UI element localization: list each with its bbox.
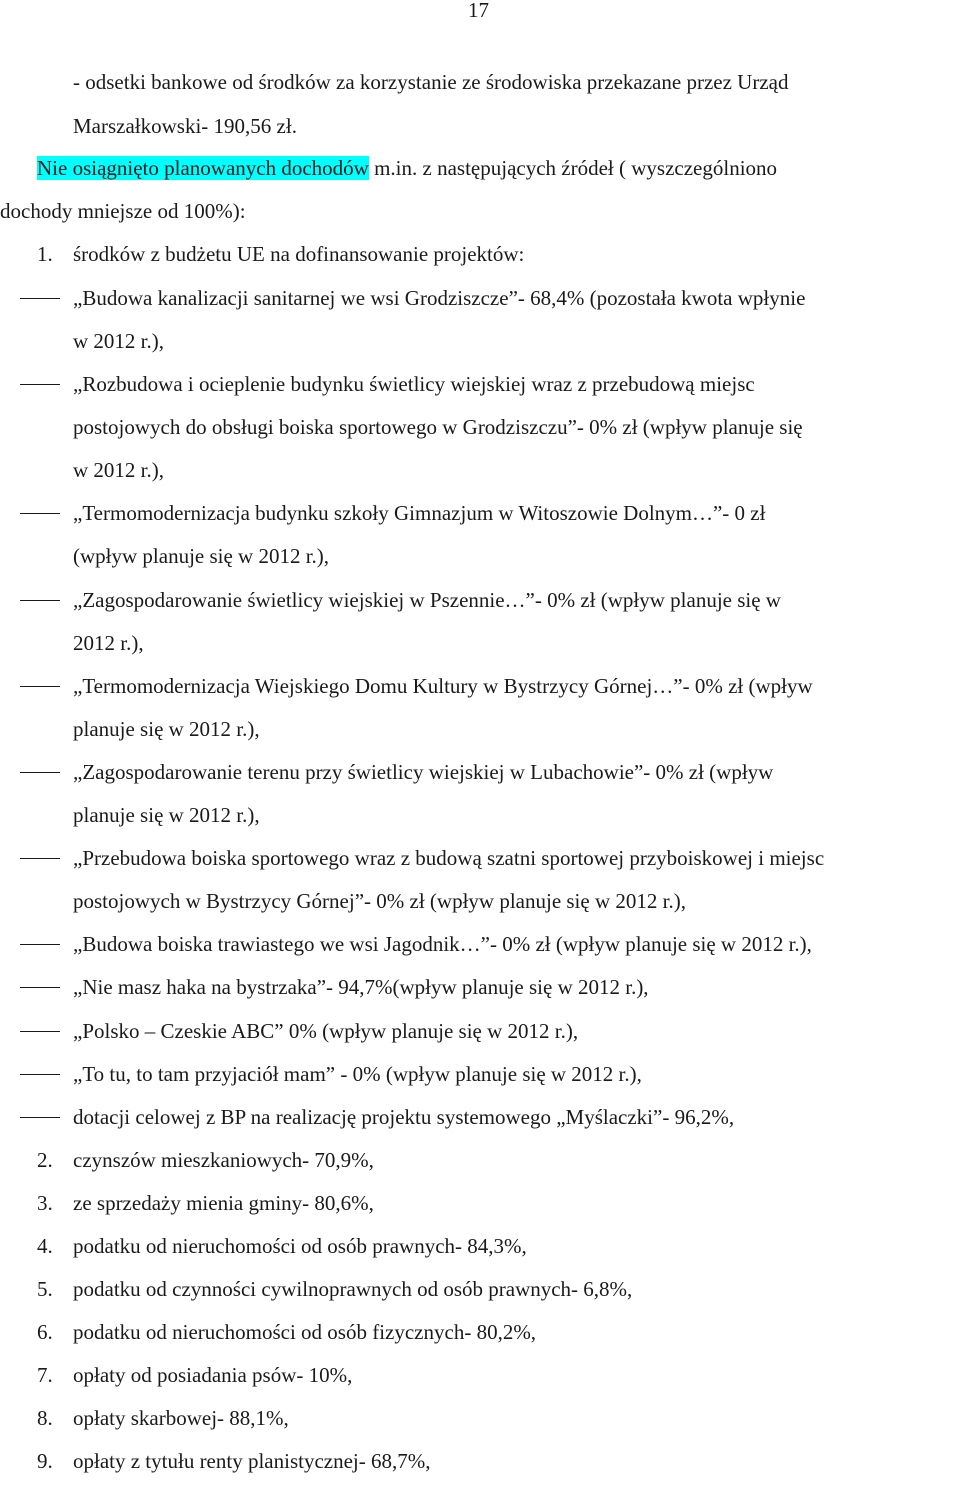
list-item-text: podatku od czynności cywilnoprawnych od osób prawnych- 6,8%, [73,1277,633,1301]
bullet-dash [20,987,60,988]
list-item-text: ze sprzedaży mienia gminy- 80,6%, [73,1191,374,1215]
text-line: - odsetki bankowe od środków za korzystanie ze środowiska przekazane przez Urząd [73,70,789,94]
list-item-text: dotacji celowej z BP na realizację projektu systemowego „Myślaczki”- 96,2%, [73,1105,735,1129]
list-number: 4. [37,1234,53,1258]
text-line: Marszałkowski- 190,56 zł. [73,114,297,138]
highlighted-text: Nie osiągnięto planowanych dochodów [37,156,369,180]
text-line: dochody mniejsze od 100%): [0,199,246,223]
list-item-text: środków z budżetu UE na dofinansowanie projektów: [73,242,525,266]
list-item-text: „Budowa kanalizacji sanitarnej we wsi Grodziszcze”- 68,4% (pozostała kwota wpłynie [73,286,806,310]
list-number: 8. [37,1406,53,1430]
list-item-text: 2012 r.), [73,631,144,655]
list-item-text: w 2012 r.), [73,458,164,482]
list-item-text: „Budowa boiska trawiastego we wsi Jagodnik…”- 0% zł (wpływ planuje się w 2012 r.), [73,932,812,956]
list-item-text: „Przebudowa boiska sportowego wraz z budową szatni sportowej przyboiskowej i miejsc [73,846,825,870]
list-item-text: planuje się w 2012 r.), [73,803,260,827]
list-number: 9. [37,1449,53,1473]
list-item-text: „Polsko – Czeskie ABC” 0% (wpływ planuje się w 2012 r.), [73,1019,579,1043]
bullet-dash [20,384,60,385]
page-number: 17 [468,0,489,22]
list-number: 2. [37,1148,53,1172]
list-item-text: planuje się w 2012 r.), [73,717,260,741]
bullet-dash [20,1031,60,1032]
bullet-dash [20,1117,60,1118]
list-item-text: postojowych w Bystrzycy Górnej”- 0% zł (wpływ planuje się w 2012 r.), [73,889,686,913]
list-item-text: „To tu, to tam przyjaciół mam” - 0% (wpływ planuje się w 2012 r.), [73,1062,642,1086]
text-span: m.in. z następujących źródeł ( wyszczególniono [368,156,778,180]
bullet-dash [20,1074,60,1075]
bullet-dash [20,513,60,514]
list-item-text: „Termomodernizacja Wiejskiego Domu Kultury w Bystrzycy Górnej…”- 0% zł (wpływ [73,674,813,698]
list-number: 7. [37,1363,53,1387]
list-number: 1. [37,242,53,266]
list-item-text: opłaty skarbowej- 88,1%, [73,1406,289,1430]
bullet-dash [20,944,60,945]
text-line [37,156,777,180]
list-item-text: „Zagospodarowanie świetlicy wiejskiej w Pszennie…”- 0% zł (wpływ planuje się w [73,588,781,612]
list-number: 6. [37,1320,53,1344]
bullet-dash [20,600,60,601]
bullet-dash [20,772,60,773]
list-item-text: podatku od nieruchomości od osób fizycznych- 80,2%, [73,1320,537,1344]
list-item-text: „Nie masz haka na bystrzaka”- 94,7%(wpływ planuje się w 2012 r.), [73,975,649,999]
list-item-text: „Zagospodarowanie terenu przy świetlicy wiejskiej w Lubachowie”- 0% zł (wpływ [73,760,774,784]
list-number: 5. [37,1277,53,1301]
bullet-dash [20,686,60,687]
list-item-text: czynszów mieszkaniowych- 70,9%, [73,1148,374,1172]
list-item-text: „Rozbudowa i ocieplenie budynku świetlicy wiejskiej wraz z przebudową miejsc [73,372,755,396]
list-item-text: podatku od nieruchomości od osób prawnych- 84,3%, [73,1234,527,1258]
list-item-text: „Termomodernizacja budynku szkoły Gimnazjum w Witoszowie Dolnym…”- 0 zł [73,501,766,525]
list-number: 3. [37,1191,53,1215]
list-item-text: postojowych do obsługi boiska sportowego w Grodziszczu”- 0% zł (wpływ planuje się [73,415,803,439]
list-item-text: opłaty od posiadania psów- 10%, [73,1363,353,1387]
list-item-text: w 2012 r.), [73,329,164,353]
bullet-dash [20,858,60,859]
bullet-dash [20,298,60,299]
list-item-text: (wpływ planuje się w 2012 r.), [73,544,330,568]
list-item-text: opłaty z tytułu renty planistycznej- 68,7%, [73,1449,431,1473]
